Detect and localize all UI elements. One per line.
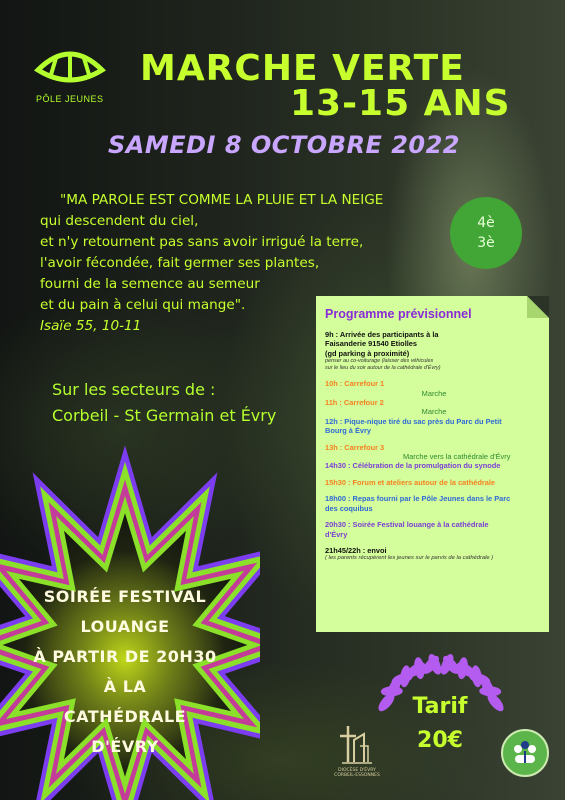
event-date: SAMEDI 8 OCTOBRE 2022 bbox=[108, 131, 461, 159]
programme-item: (gd parking à proximité) bbox=[325, 348, 410, 358]
quote-reference: Isaïe 55, 10-11 bbox=[40, 318, 142, 334]
soiree-line: LOUANGE bbox=[80, 617, 170, 636]
programme-item: Bourg à Évry bbox=[325, 426, 372, 436]
sectors-heading: Sur les secteurs de : bbox=[52, 380, 216, 399]
sectors bbox=[52, 377, 276, 429]
programme-item: 21h45/22h : envoi bbox=[325, 545, 387, 555]
soiree-line: À PARTIR DE 20H30 bbox=[33, 647, 217, 666]
programme-item: Faisanderie 91540 Etiolles bbox=[325, 339, 418, 349]
programme-item: 13h : Carrefour 3 bbox=[325, 442, 385, 452]
soiree-line: SOIRÉE FESTIVAL bbox=[43, 587, 207, 606]
programme-note: ( les parents récupèrent les jeunes sur le parvis de la cathédrale ) bbox=[325, 555, 494, 562]
grade-badge bbox=[450, 197, 522, 269]
programme-item: 20h30 : Soirée Festival louange à la cathédrale bbox=[325, 520, 489, 530]
soiree-line: CATHÉDRALE bbox=[63, 707, 187, 726]
programme-card bbox=[316, 296, 549, 632]
quote-line: et du pain à celui qui mange". bbox=[40, 297, 246, 313]
quote-line: "MA PAROLE EST COMME LA PLUIE ET LA NEIGE bbox=[60, 192, 384, 208]
programme-item: 12h : Pique-nique tiré du sac près du Parc du Petit bbox=[325, 416, 502, 426]
quote-line: et n'y retournent pas sans avoir irrigué la terre, bbox=[40, 234, 364, 250]
soiree-festival bbox=[30, 582, 220, 762]
page-fold-shade bbox=[527, 296, 549, 318]
soiree-line: À LA bbox=[103, 677, 147, 696]
programme-body bbox=[325, 330, 543, 562]
grade-3: 3è bbox=[477, 235, 495, 251]
programme-note: sur le lieu du soir autour de la cathédrale d'Évry) bbox=[325, 365, 441, 372]
logo-label: PÔLE JEUNES bbox=[36, 94, 104, 104]
quote-line: fourni de la semence au semeur bbox=[40, 276, 260, 292]
event-title: MARCHE VERTE bbox=[140, 48, 465, 89]
people-icon bbox=[503, 731, 547, 775]
diocese-name: DIOCÈSE D'ÉVRY bbox=[338, 768, 376, 773]
quote-line: l'avoir fécondée, fait germer ses plantes, bbox=[40, 255, 320, 271]
eye-icon bbox=[34, 44, 106, 88]
programme-item: 11h : Carrefour 2 bbox=[325, 398, 384, 408]
programme-walk: Marche bbox=[421, 388, 447, 398]
sectors-list: Corbeil - St Germain et Évry bbox=[52, 406, 277, 425]
tarif-price: 20€ bbox=[417, 728, 463, 753]
soiree-line: D'ÉVRY bbox=[91, 737, 159, 756]
diocese-subtitle: CORBEIL-ESSONNES bbox=[334, 773, 380, 778]
programme-item: 15h30 : Forum et ateliers autour de la cathédrale bbox=[325, 477, 496, 487]
programme-item: 9h : Arrivée des participants à la bbox=[325, 330, 439, 339]
programme-item: 14h30 : Célébration de la promulgation du synode bbox=[325, 461, 501, 471]
laurel-leaf bbox=[456, 657, 469, 680]
quote-line: qui descendent du ciel, bbox=[40, 213, 199, 229]
programme-item: 10h : Carrefour 1 bbox=[325, 379, 385, 389]
pole-jeunes-badge bbox=[501, 729, 549, 777]
programme-item: 18h00 : Repas fourni par le Pôle Jeunes dans le Parc bbox=[325, 494, 511, 504]
programme-walk: Marche bbox=[421, 407, 447, 417]
programme-item: d'Évry bbox=[325, 529, 348, 539]
grade-4: 4è bbox=[477, 215, 495, 231]
programme-walk: Marche vers la cathédrale d'Évry bbox=[403, 452, 511, 462]
age-range: 13-15 ANS bbox=[290, 83, 511, 124]
programme-title: Programme prévisionnel bbox=[325, 307, 472, 321]
programme-item: des coquibus bbox=[325, 503, 373, 513]
tarif bbox=[395, 690, 485, 758]
tarif-label: Tarif bbox=[412, 694, 468, 719]
programme-note: penser au co-voiturage (laisser des véhicules bbox=[325, 358, 434, 365]
